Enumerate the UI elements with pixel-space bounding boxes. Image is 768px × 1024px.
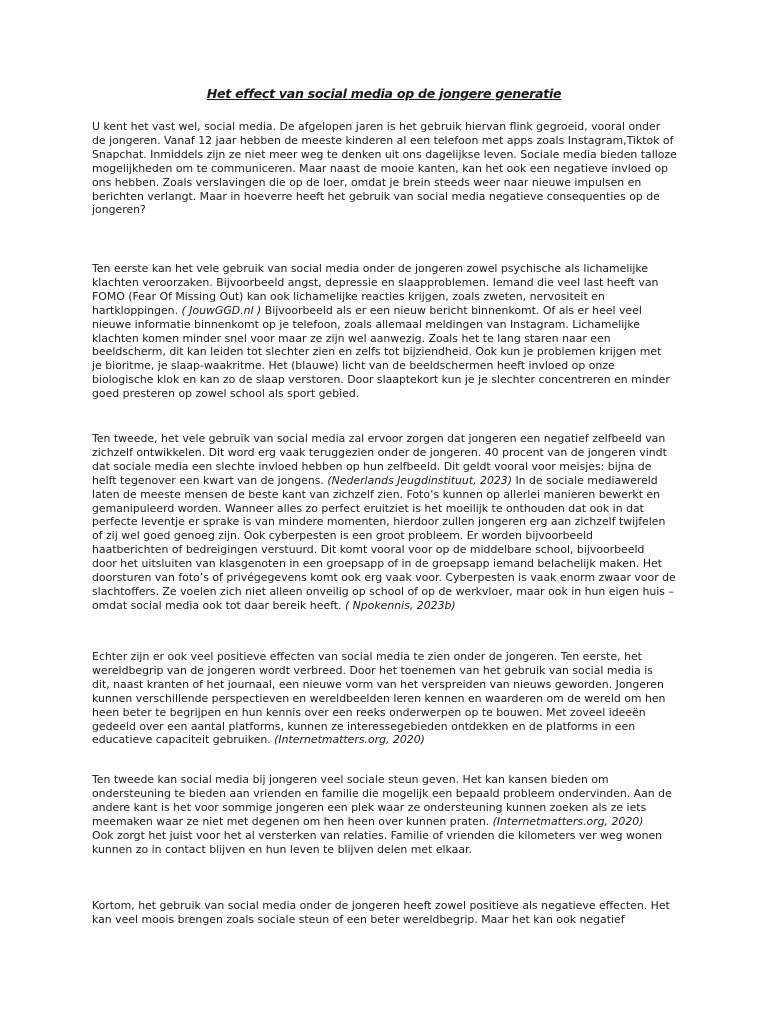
text-line xyxy=(92,203,682,217)
line-text: helft tegenover een kwart van de jongens. xyxy=(92,473,328,487)
line-text: kunnen verschillende perspectieven en wereldbeelden leren kennen en waarderen om de wereld om hen xyxy=(92,691,666,705)
text-line xyxy=(92,543,682,557)
line-text: Ten eerste kan het vele gebruik van social media onder de jongeren zowel psychische als lichamelijke xyxy=(92,262,649,275)
line-text: door het uitsluiten van klasgenoten in een groepsapp of in de groepsapp iemand belachelijk maken. Het xyxy=(92,557,662,571)
line-text: Ook zorgt het juist voor het al versterken van relaties. Familie of vrienden die kilometers ver weg wonen xyxy=(92,828,663,842)
line-text: klachten komen minder snel voor maar ze zijn wel aanwezig. Zoals het te lang staren naar een xyxy=(92,331,611,345)
line-text: goed presteren op zowel school als sport gebied. xyxy=(92,387,360,401)
text-line xyxy=(92,190,682,204)
line-text: U kent het vast wel, social media. De afgelopen jaren is het gebruik hiervan flink gegroeid, vooral onder xyxy=(92,120,661,133)
line-text: kunnen zo in contact blijven en hun leven te blijven delen met elkaar. xyxy=(92,842,472,856)
text-line xyxy=(92,446,682,460)
line-text: laten de meeste mensen de beste kant van zichzelf zien. Foto’s kunnen op allerlei manieren bewerkt en xyxy=(92,487,661,501)
line-text: Kortom, het gebruik van social media onder de jongeren heeft zowel positieve als negatieve effecten. Het xyxy=(92,899,670,912)
text-line xyxy=(92,359,682,373)
line-text: wereldbegrip van de jongeren wordt verbreed. Door het toenemen van het gebruik van social media is xyxy=(92,663,653,677)
text-line xyxy=(92,290,682,304)
text-line xyxy=(92,664,682,678)
line-text: jongeren? xyxy=(92,203,146,217)
paragraph-health-complaints xyxy=(92,262,682,401)
text-line xyxy=(92,692,682,706)
text-line xyxy=(92,460,682,474)
text-line xyxy=(92,488,682,502)
text-line xyxy=(92,345,682,359)
line-text: ons hebben. Zoals verslavingen die op de loer, omdat je brein steeds weer naar nieuwe impulsen en xyxy=(92,175,642,189)
text-line xyxy=(92,585,682,599)
line-text: Echter zijn er ook veel positieve effecten van social media te zien onder de jongeren. Ten eerste, het xyxy=(92,650,642,663)
text-line xyxy=(92,913,682,927)
text-line xyxy=(92,678,682,692)
line-text: haatberichten of bedreigingen verstuurd. Dit komt vooral voor op de middelbare school, bijvoorbeeld xyxy=(92,543,645,557)
citation: (Internetmatters.org, 2020) xyxy=(274,733,425,747)
citation: ( JouwGGD.nl ) xyxy=(181,303,262,317)
text-line xyxy=(92,529,682,543)
line-text: nieuwe informatie binnenkomt op je telefoon, zoals allemaal meldingen van Instagram. Lichamelijke xyxy=(92,317,640,331)
paragraph-social-support xyxy=(92,773,682,856)
citation: (Nederlands Jeugdinstituut, 2023) xyxy=(327,473,512,487)
text-line xyxy=(92,733,682,747)
line-text: omdat social media ook tot daar bereik heeft. xyxy=(92,598,345,612)
line-text: klachten veroorzaken. Bijvoorbeeld angst, depressie en slaapproblemen. Iemand die veel last heeft van xyxy=(92,275,659,289)
line-text: Snapchat. Inmiddels zijn ze niet meer weg te denken uit ons dagelijkse leven. Sociale media bieden talloze xyxy=(92,147,677,161)
text-line xyxy=(92,387,682,401)
text-line xyxy=(92,474,682,488)
paragraph-world-understanding xyxy=(92,650,682,747)
text-line xyxy=(92,801,682,815)
text-line xyxy=(92,515,682,529)
text-line xyxy=(92,815,682,829)
document-title: Het effect van social media op de jongere generatie xyxy=(206,86,562,101)
line-text: andere kant is het voor sommige jongeren een plek waar ze ondersteuning kunnen zoeken als ze iets xyxy=(92,800,647,814)
text-line xyxy=(92,843,682,857)
line-text: meemaken waar ze niet met degenen om hen heen over kunnen praten. xyxy=(92,814,493,828)
line-text: biologische klok en kan zo de slaap verstoren. Door slaaptekort kun je je slechter concentreren en minder xyxy=(92,373,670,387)
text-line xyxy=(92,176,682,190)
text-line xyxy=(92,571,682,585)
text-line xyxy=(92,373,682,387)
text-line xyxy=(92,706,682,720)
line-text: of zij wel goed genoeg zijn. Ook cyberpesten is een groot probleem. Er worden bijvoorbeeld xyxy=(92,529,593,543)
text-line xyxy=(92,134,682,148)
text-line xyxy=(92,262,682,276)
paragraph-introduction xyxy=(92,120,682,217)
line-text: educatieve capaciteit gebruiken. xyxy=(92,733,275,747)
text-line xyxy=(92,650,682,664)
text-line xyxy=(92,599,682,613)
paragraph-self-image xyxy=(92,432,682,613)
line-text: kan veel moois brengen zoals sociale steun of een beter wereldbegrip. Maar het kan ook negatief xyxy=(92,912,625,926)
text-line xyxy=(92,829,682,843)
text-line xyxy=(92,502,682,516)
line-text: ondersteuning te bieden aan vrienden en familie die mogelijk een bepaald probleem ondervinden. Aan de xyxy=(92,786,672,800)
line-text: zichzelf ontwikkelen. Dit word erg vaak teruggezien onder de jongeren. 40 procent van de jongeren vindt xyxy=(92,445,667,459)
text-line xyxy=(92,120,682,134)
citation: ( Npokennis, 2023b) xyxy=(344,598,456,612)
text-line xyxy=(92,557,682,571)
line-text: de jongeren. Vanaf 12 jaar hebben de meeste kinderen al een telefoon met apps zoals Instagram,Tiktok of xyxy=(92,133,674,147)
text-line xyxy=(92,304,682,318)
paragraph-conclusion xyxy=(92,899,682,927)
line-text: slachtoffers. Ze voelen zich niet alleen onveilig op school of op de werkvloer, maar ook in hun eigen huis – xyxy=(92,584,674,598)
citation: (Internetmatters.org, 2020) xyxy=(492,814,644,828)
line-text: heen beter te begrijpen en hun kennis over een reeks onderwerpen op te bouwen. Met zoveel ideeën xyxy=(92,705,646,719)
text-line xyxy=(92,432,682,446)
line-text: mogelijkheden om te communiceren. Maar naast de mooie kanten, kan het ook een negatieve invloed op xyxy=(92,161,669,175)
line-text: Ten tweede, het vele gebruik van social media zal ervoor zorgen dat jongeren een negatief zelfbeeld van xyxy=(92,432,666,445)
text-line xyxy=(92,787,682,801)
text-line xyxy=(92,332,682,346)
line-text: beeldscherm, dit kan leiden tot slechter zien en zelfs tot bijziendheid. Ook kun je problemen krijgen met xyxy=(92,345,662,359)
line-text: dat sociale media een slechte invloed hebben op hun zelfbeeld. Dit geldt vooral voor meisjes: bijna de xyxy=(92,459,652,473)
text-line xyxy=(92,162,682,176)
line-text: gemanipuleerd worden. Wanneer alles zo perfect eruitziet is het moeilijk te onthouden dat ook in dat xyxy=(92,501,644,515)
line-text: berichten verlangt. Maar in hoeverre heeft het gebruik van social media negatieve consequenties op de xyxy=(92,189,660,203)
text-line xyxy=(92,899,682,913)
line-text: perfecte leventje er sprake is van mindere momenten, hierdoor zullen jongeren erg aan zichzelf twijfelen xyxy=(92,515,666,529)
line-text: je bioritme, je slaap-waakritme. Het (blauwe) licht van de beeldschermen heeft invloed op onze xyxy=(92,359,615,373)
line-text: Bijvoorbeeld als er een nieuw bericht binnenkomt. Of als er heel veel xyxy=(261,303,642,317)
text-line xyxy=(92,148,682,162)
line-text: Ten tweede kan social media bij jongeren veel sociale steun geven. Het kan kansen bieden om xyxy=(92,773,609,786)
line-text: FOMO (Fear Of Missing Out) kan ook lichamelijke reacties krijgen, zoals zweten, nervositeit en xyxy=(92,289,605,303)
line-text: In de sociale mediawereld xyxy=(511,473,658,487)
text-line xyxy=(92,318,682,332)
line-text: doorsturen van foto’s of privégegevens komt ook erg vaak voor. Cyberpesten is vaak enorm zwaar voor de xyxy=(92,571,676,585)
text-line xyxy=(92,773,682,787)
text-line xyxy=(92,276,682,290)
line-text: dit, naast kranten of het journaal, een nieuwe vorm van het verspreiden van nieuws geworden. Jongeren xyxy=(92,677,664,691)
line-text: hartkloppingen. xyxy=(92,303,182,317)
line-text: gedeeld over een aantal platforms, kunnen ze interessegebieden ontdekken en de platforms in een xyxy=(92,719,636,733)
text-line xyxy=(92,720,682,734)
